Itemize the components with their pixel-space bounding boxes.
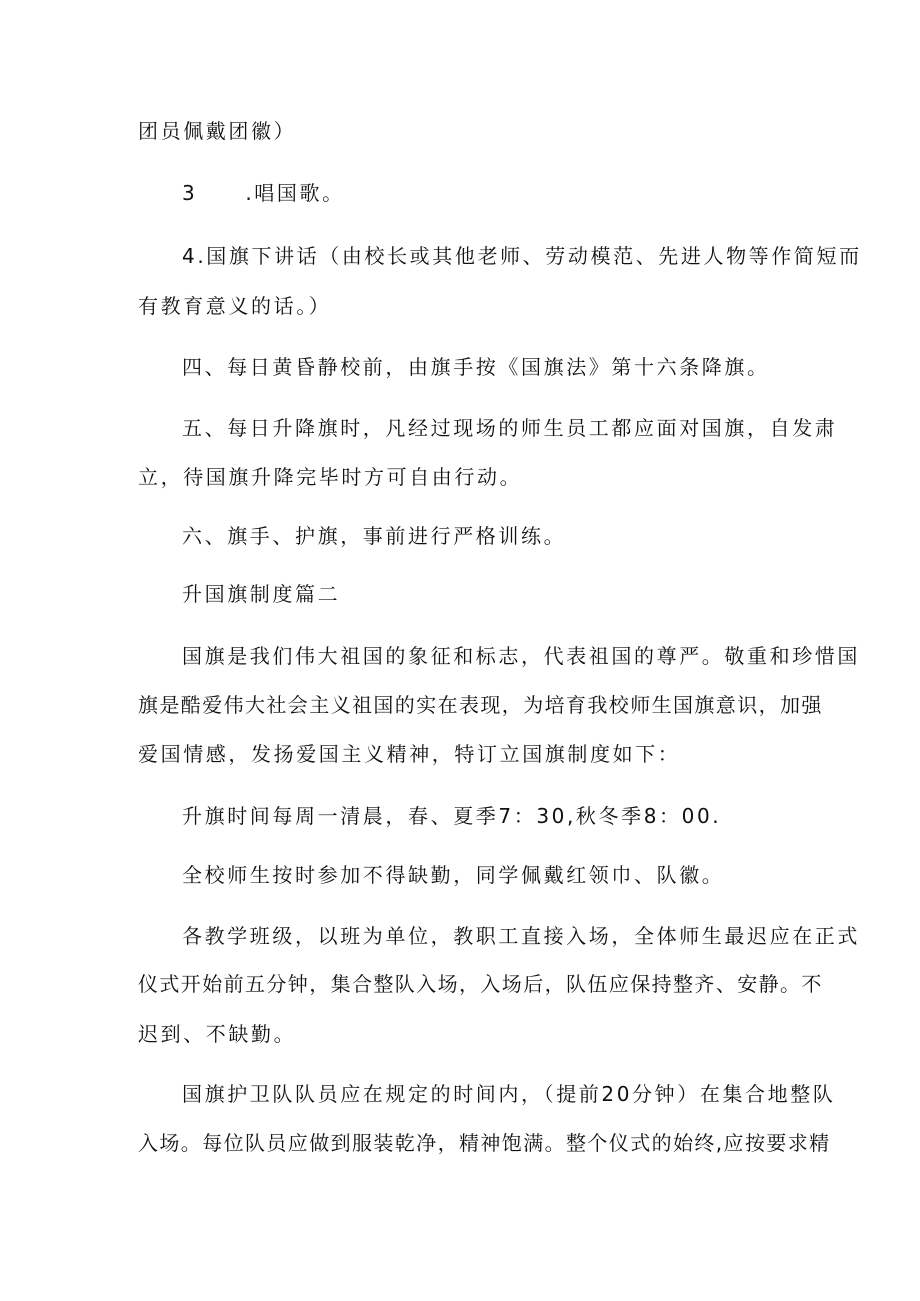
text-line: 立，待国旗升降完毕时方可自由行动。 xyxy=(138,465,523,489)
list-text: .唱国歌。 xyxy=(245,181,345,205)
text-line: 全校师生按时参加不得缺勤，同学佩戴红领巾、队徽。 xyxy=(182,863,725,887)
text-line: 仪式开始前五分钟，集合整队入场，入场后，队伍应保持整齐、安静。不 xyxy=(138,972,823,996)
text-line: 有教育意义的话。） xyxy=(138,294,332,318)
text-line: 迟到、不缺勤。 xyxy=(138,1022,297,1046)
text-line: 各教学班级，以班为单位，教职工直接入场，全体师生最迟应在正式 xyxy=(182,924,860,948)
text-line: 五、每日升降旗时，凡经过现场的师生员工都应面对国旗，自发肃 xyxy=(182,416,838,440)
text-line: 四、每日黄昏静校前，由旗手按《国旗法》第十六条降旗。 xyxy=(182,355,770,379)
text-line: 爱国情感，发扬爱国主义精神，特订立国旗制度如下： xyxy=(138,742,681,766)
text-line: 入场。每位队员应做到服装乾净，精神饱满。整个仪式的始终,应按要求精 xyxy=(138,1131,831,1155)
text-line: 旗是酷爱伟大社会主义祖国的实在表现，为培育我校师生国旗意识，加强 xyxy=(138,693,823,717)
list-number: 3 xyxy=(182,181,198,205)
text-line: 国旗护卫队队员应在规定的时间内，（提前20分钟）在集合地整队 xyxy=(182,1082,836,1106)
text-line: 升旗时间每周一清晨，春、夏季7：30,秋冬季8：00. xyxy=(182,804,722,828)
list-item-3 xyxy=(182,179,345,207)
text-line: 国旗是我们伟大祖国的象征和标志，代表祖国的尊严。敬重和珍惜国 xyxy=(182,644,860,668)
section-heading: 升国旗制度篇二 xyxy=(182,582,341,606)
text-line: 4.国旗下讲话（由校长或其他老师、劳动模范、先进人物等作简短而 xyxy=(182,244,862,268)
text-line: 团员佩戴团徽） xyxy=(138,119,297,143)
text-line: 六、旗手、护旗，事前进行严格训练。 xyxy=(182,524,567,548)
